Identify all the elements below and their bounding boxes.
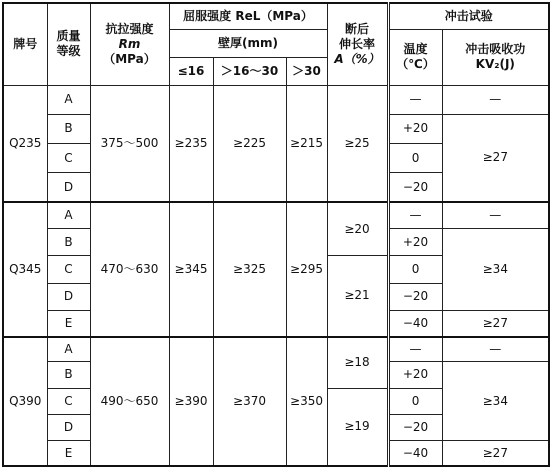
grade-cell: D xyxy=(47,414,90,440)
header-thickness-range-3: ＞30 xyxy=(286,57,327,85)
header-tensile-title: 抗拉强度 xyxy=(105,21,154,36)
header-temperature-title: 温度 xyxy=(403,42,428,56)
header-thickness: 壁厚(mm) xyxy=(169,29,327,57)
energy-cell: ≥27 xyxy=(442,441,549,466)
temperature-cell: −40 xyxy=(388,441,442,466)
grade-cell: C xyxy=(47,388,90,414)
elongation-cell: ≥19 xyxy=(327,388,388,466)
yield-cell-2: ≥370 xyxy=(213,337,286,466)
grade-cell: E xyxy=(47,441,90,466)
grade-cell: C xyxy=(47,256,90,283)
energy-cell: — xyxy=(442,202,549,228)
temperature-cell: — xyxy=(388,85,442,114)
energy-cell: ≥27 xyxy=(442,310,549,336)
temperature-cell: 0 xyxy=(388,144,442,173)
temperature-cell: −40 xyxy=(388,310,442,336)
yield-cell-1: ≥235 xyxy=(169,85,213,202)
header-temperature xyxy=(388,29,442,85)
temperature-cell: −20 xyxy=(388,414,442,440)
temperature-cell: −20 xyxy=(388,173,442,202)
header-quality-grade: 质量 等级 xyxy=(47,3,90,85)
header-elongation xyxy=(327,3,388,85)
header-yield: 屈服强度 ReL（MPa） xyxy=(169,3,327,29)
yield-cell-3: ≥215 xyxy=(286,85,327,202)
brand-cell: Q345 xyxy=(3,202,47,336)
tensile-cell: 470～630 xyxy=(90,202,169,336)
tensile-cell: 490～650 xyxy=(90,337,169,466)
header-thickness-range-2: ＞16～30 xyxy=(213,57,286,85)
header-tensile xyxy=(90,3,169,85)
brand-cell: Q390 xyxy=(3,337,47,466)
yield-cell-2: ≥225 xyxy=(213,85,286,202)
energy-cell: — xyxy=(442,85,549,114)
temperature-cell: +20 xyxy=(388,114,442,143)
header-thickness-range-1: ≤16 xyxy=(169,57,213,85)
grade-cell: A xyxy=(47,85,90,114)
header-energy-title: 冲击吸收功 xyxy=(465,42,526,56)
energy-cell: ≥34 xyxy=(442,228,549,310)
yield-cell-3: ≥295 xyxy=(286,202,327,336)
grade-cell: B xyxy=(47,362,90,388)
yield-cell-1: ≥390 xyxy=(169,337,213,466)
header-brand: 牌号 xyxy=(3,3,47,85)
header-energy-unit: KV₂(J) xyxy=(475,57,515,71)
temperature-cell: — xyxy=(388,202,442,228)
temperature-cell: +20 xyxy=(388,228,442,255)
grade-cell: B xyxy=(47,228,90,255)
yield-cell-2: ≥325 xyxy=(213,202,286,336)
elongation-cell: ≥21 xyxy=(327,256,388,337)
grade-cell: A xyxy=(47,337,90,362)
elongation-cell: ≥18 xyxy=(327,337,388,389)
grade-cell: A xyxy=(47,202,90,228)
energy-cell: ≥27 xyxy=(442,114,549,202)
grade-cell: D xyxy=(47,283,90,310)
energy-cell: ≥34 xyxy=(442,362,549,441)
temperature-cell: 0 xyxy=(388,388,442,414)
header-temperature-unit: （℃） xyxy=(396,57,435,71)
elongation-cell: ≥25 xyxy=(327,85,388,202)
tensile-cell: 375～500 xyxy=(90,85,169,202)
steel-properties-table xyxy=(2,2,550,467)
header-energy xyxy=(442,29,549,85)
temperature-cell: — xyxy=(388,337,442,362)
elongation-cell: ≥20 xyxy=(327,202,388,256)
temperature-cell: +20 xyxy=(388,362,442,388)
temperature-cell: 0 xyxy=(388,256,442,283)
energy-cell: — xyxy=(442,337,549,362)
yield-cell-1: ≥345 xyxy=(169,202,213,336)
grade-cell: D xyxy=(47,173,90,202)
brand-cell: Q235 xyxy=(3,85,47,202)
grade-cell: C xyxy=(47,144,90,173)
temperature-cell: −20 xyxy=(388,283,442,310)
yield-cell-3: ≥350 xyxy=(286,337,327,466)
header-elongation-title: 断后 伸长率 xyxy=(339,21,376,51)
header-elongation-symbol: A（%） xyxy=(334,51,380,66)
header-tensile-unit: （MPa） xyxy=(103,51,156,66)
grade-cell: E xyxy=(47,310,90,336)
header-impact: 冲击试验 xyxy=(388,3,549,29)
grade-cell: B xyxy=(47,114,90,143)
header-tensile-symbol: Rm xyxy=(118,36,141,51)
